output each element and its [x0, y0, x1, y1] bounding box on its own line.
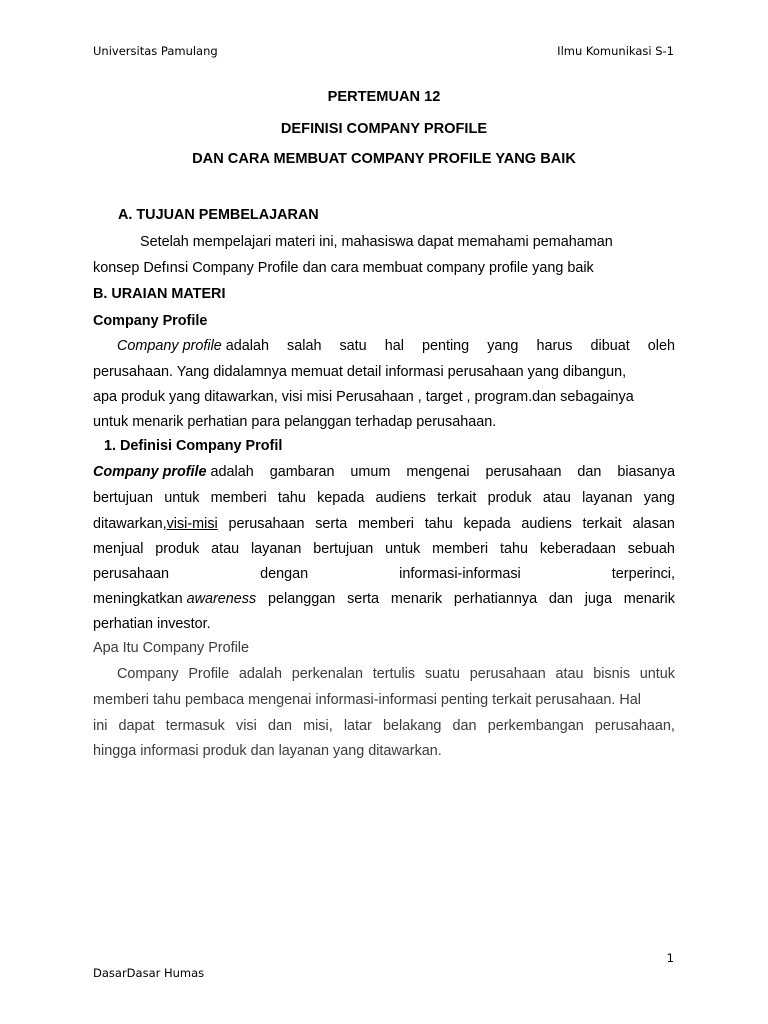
word: dan: [452, 718, 477, 734]
title-line-2: DEFINISI COMPANY PROFILE: [280, 121, 488, 137]
word: perusahaan: [228, 516, 305, 532]
word: mengenai: [406, 464, 470, 480]
word: termasuk: [165, 718, 225, 734]
word: penting: [421, 338, 470, 354]
word: atau: [555, 666, 584, 682]
para2-line-1: [93, 464, 675, 480]
word: umum: [350, 464, 391, 480]
para2-line-3: [93, 516, 675, 532]
word: biasanya: [617, 464, 675, 480]
word: dan: [577, 464, 602, 480]
visi-misi-link[interactable]: visi-misi: [166, 516, 218, 532]
word: audiens: [375, 490, 426, 506]
word: atau: [542, 490, 571, 506]
word: Company: [117, 666, 179, 682]
word: hal: [384, 338, 404, 354]
word: gambaran: [269, 464, 335, 480]
page-number: 1: [666, 951, 674, 965]
word: Profile: [188, 666, 230, 682]
word: layanan: [582, 490, 633, 506]
word: dapat: [118, 718, 155, 734]
word: ditawarkan,: [93, 516, 167, 532]
apa-itu-heading: Apa Itu Company Profile: [93, 640, 249, 656]
para1-line-4: untuk menarik perhatian para pelanggan terhadap perusahaan.: [93, 414, 497, 430]
title-line-3: DAN CARA MEMBUAT COMPANY PROFILE YANG BAIK: [192, 151, 576, 167]
word: ini: [93, 718, 108, 734]
apa-itu-line-2: memberi tahu pembaca mengenai informasi-informasi penting terkait perusahaan. Hal: [93, 692, 641, 708]
word: layanan: [250, 541, 302, 557]
word: suatu: [424, 666, 461, 682]
para2-line-2: [93, 490, 675, 506]
word: adalah: [210, 464, 254, 480]
word: kepada: [463, 516, 511, 532]
word: adalah: [225, 338, 270, 354]
word: dengan: [260, 566, 309, 582]
word: produk: [487, 490, 532, 506]
header-left-text: Universitas Pamulang: [93, 44, 218, 58]
word: pelanggan: [268, 591, 336, 607]
footer-left-text: DasarDasar Humas: [93, 966, 205, 980]
word: memberi: [432, 541, 489, 557]
header-right-text: Ilmu Komunikasi S-1: [557, 44, 674, 58]
word: terkait: [582, 516, 622, 532]
word: bertujuan: [313, 541, 374, 557]
word: perhatiannya: [453, 591, 538, 607]
word: kepada: [317, 490, 365, 506]
word: bisnis: [593, 666, 631, 682]
para2-line-4: [93, 541, 675, 557]
word: alasan: [632, 516, 675, 532]
apa-itu-line-4: hingga informasi produk dan layanan yang ditawarkan.: [93, 743, 442, 759]
para2-line-5: [93, 566, 675, 582]
para2-line-6: [93, 591, 675, 607]
word: untuk: [385, 541, 421, 557]
word: untuk: [164, 490, 200, 506]
word: adalah: [238, 666, 283, 682]
word: dibuat: [590, 338, 630, 354]
word: audiens: [521, 516, 572, 532]
word: menarik: [623, 591, 675, 607]
word: misi,: [303, 718, 333, 734]
section-a-heading: A. TUJUAN PEMBELAJARAN: [118, 207, 319, 223]
word: serta: [315, 516, 348, 532]
title-line-1: PERTEMUAN 12: [327, 89, 441, 105]
word: memberi: [357, 516, 414, 532]
word: perusahaan: [93, 566, 170, 582]
word: belakang: [382, 718, 442, 734]
word: menarik: [390, 591, 443, 607]
para1-line-3: apa produk yang ditawarkan, visi misi Perusahaan , target , program.dan sebagainya: [93, 389, 634, 405]
word: harus: [536, 338, 573, 354]
word: tahu: [424, 516, 453, 532]
word: atau: [211, 541, 240, 557]
word: produk: [155, 541, 200, 557]
word: dan: [267, 718, 292, 734]
word: perusahaan,: [594, 718, 675, 734]
word: perkembangan: [487, 718, 584, 734]
word: tahu: [277, 490, 306, 506]
word: visi: [236, 718, 257, 734]
word: satu: [339, 338, 367, 354]
word: tertulis: [372, 666, 416, 682]
word: terkait: [437, 490, 477, 506]
word: informasi-informasi: [399, 566, 521, 582]
section-a-line-1: Setelah mempelajari materi ini, mahasiswa dapat memahami pemahaman: [140, 234, 613, 250]
para2-line-7: perhatian investor.: [93, 616, 211, 632]
word: sebuah: [627, 541, 675, 557]
word: bertujuan: [93, 490, 154, 506]
word: dan: [548, 591, 573, 607]
section-b-heading: B. URAIAN MATERI: [93, 286, 226, 302]
item1-heading: 1. Definisi Company Profil: [104, 438, 283, 454]
word: perusahaan: [469, 666, 546, 682]
section-b-subheading: Company Profile: [93, 313, 208, 329]
word: serta: [347, 591, 380, 607]
para1-line-2: perusahaan. Yang didalamnya memuat detail informasi perusahaan yang dibangun,: [93, 364, 627, 380]
word: untuk: [639, 666, 675, 682]
section-a-line-2: konsep Defınsi Company Profile dan cara membuat company profile yang baik: [93, 260, 594, 276]
para1-italic-term: Company profile: [117, 338, 222, 354]
word: juga: [584, 591, 612, 607]
word: meningkatkan: [93, 591, 183, 607]
word: oleh: [647, 338, 675, 354]
word: memberi: [210, 490, 267, 506]
word: yang: [487, 338, 519, 354]
word: latar: [343, 718, 372, 734]
word: terperinci,: [611, 566, 675, 582]
word: perusahaan: [485, 464, 562, 480]
word: yang: [643, 490, 675, 506]
word: keberadaan: [539, 541, 616, 557]
word: salah: [287, 338, 322, 354]
word: tahu: [499, 541, 528, 557]
para1-line-1: [117, 338, 675, 354]
apa-itu-line-3: [93, 718, 675, 734]
para2-bolditalic-term: Company profile: [93, 464, 207, 480]
word: perkenalan: [291, 666, 363, 682]
awareness-italic: awareness: [186, 591, 257, 607]
apa-itu-line-1: [117, 666, 675, 682]
word: menjual: [93, 541, 144, 557]
